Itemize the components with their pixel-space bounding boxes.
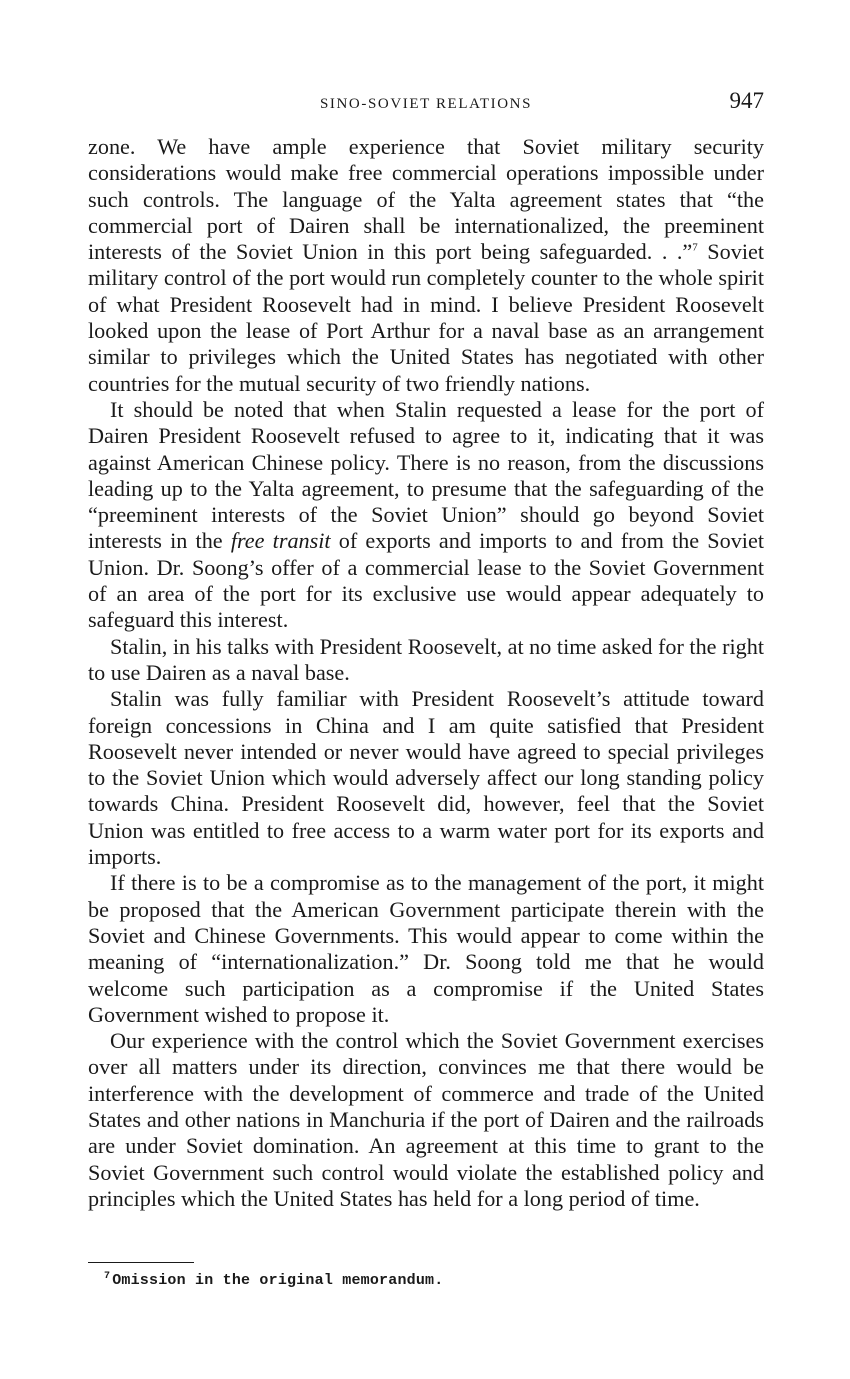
footnote-divider xyxy=(88,1262,194,1263)
paragraph-text: It should be noted that when Stalin requested a lease for the port of Dairen President Roosevelt refused to agree to it, indicating that it was against American Chinese policy. There is no reason, from the discussions leading up to the Yalta agreement, to presume that the safeguarding of the “preeminent interests of the Soviet Union” should go beyond Soviet interests in the xyxy=(88,396,764,554)
footnote-reference: 7 xyxy=(692,241,698,254)
running-head xyxy=(88,88,764,122)
page-number: 947 xyxy=(729,88,764,113)
paragraph: Stalin, in his talks with President Roosevelt, at no time asked for the right to use Dairen as a naval base. xyxy=(88,633,764,685)
paragraph: If there is to be a compromise as to the management of the port, it might be proposed that the American Government participate therein with the Soviet and Chinese Governments. This would appear to come within the meaning of “internationalization.” Dr. Soong told me that he would welcome such participation as a compromise if the United States Government wished to propose it. xyxy=(88,870,764,1027)
paragraph-text: of exports and imports to and from the Soviet Union. Dr. Soong’s offer of a commercial lease to the Soviet Government of an area of the port for its exclusive use would appear adequately to safeguard this interest. xyxy=(88,528,764,633)
footnote xyxy=(104,1272,443,1289)
footnote-text: Omission in the original memorandum. xyxy=(112,1272,444,1289)
paragraph-text: zone. We have ample experience that Soviet military security considerations would make free commercial operations impossible under such controls. The language of the Yalta agreement states that “the commercial port of Dairen shall be internationalized, the preeminent interests of the Soviet Union in this port being safeguarded. . .” xyxy=(88,134,764,265)
paragraph: Stalin was fully familiar with President Roosevelt’s attitude toward foreign concessions in China and I am quite satisfied that President Roosevelt never intended or never would have agreed to special privileges to the Soviet Union which would adversely affect our long standing policy towards China. President Roosevelt did, however, feel that the Soviet Union was entitled to free access to a warm water port for its exports and imports. xyxy=(88,686,764,870)
paragraph-text: Soviet military control of the port would run completely counter to the whole spirit of what President Roosevelt had in mind. I believe President Roosevelt looked upon the lease of Port Arthur for a naval base as an arrangement similar to privileges which the United States has negotiated with other countries for the mutual security of two friendly nations. xyxy=(88,239,764,396)
paragraph: Our experience with the control which the Soviet Government exercises over all matters under its direction, convinces me that there would be interference with the development of commerce and trade of the United States and other nations in Manchuria if the port of Dairen and the railroads are under Soviet domination. An agreement at this time to grant to the Soviet Government such control would violate the established policy and principles which the United States has held for a long period of time. xyxy=(88,1028,764,1211)
running-title: SINO-SOVIET RELATIONS xyxy=(319,96,533,112)
emphasis-text: free transit xyxy=(230,528,331,554)
paragraph xyxy=(88,397,764,634)
footnote-marker: 7 xyxy=(104,1271,111,1282)
paragraph xyxy=(88,134,764,397)
body-text xyxy=(88,134,764,1212)
